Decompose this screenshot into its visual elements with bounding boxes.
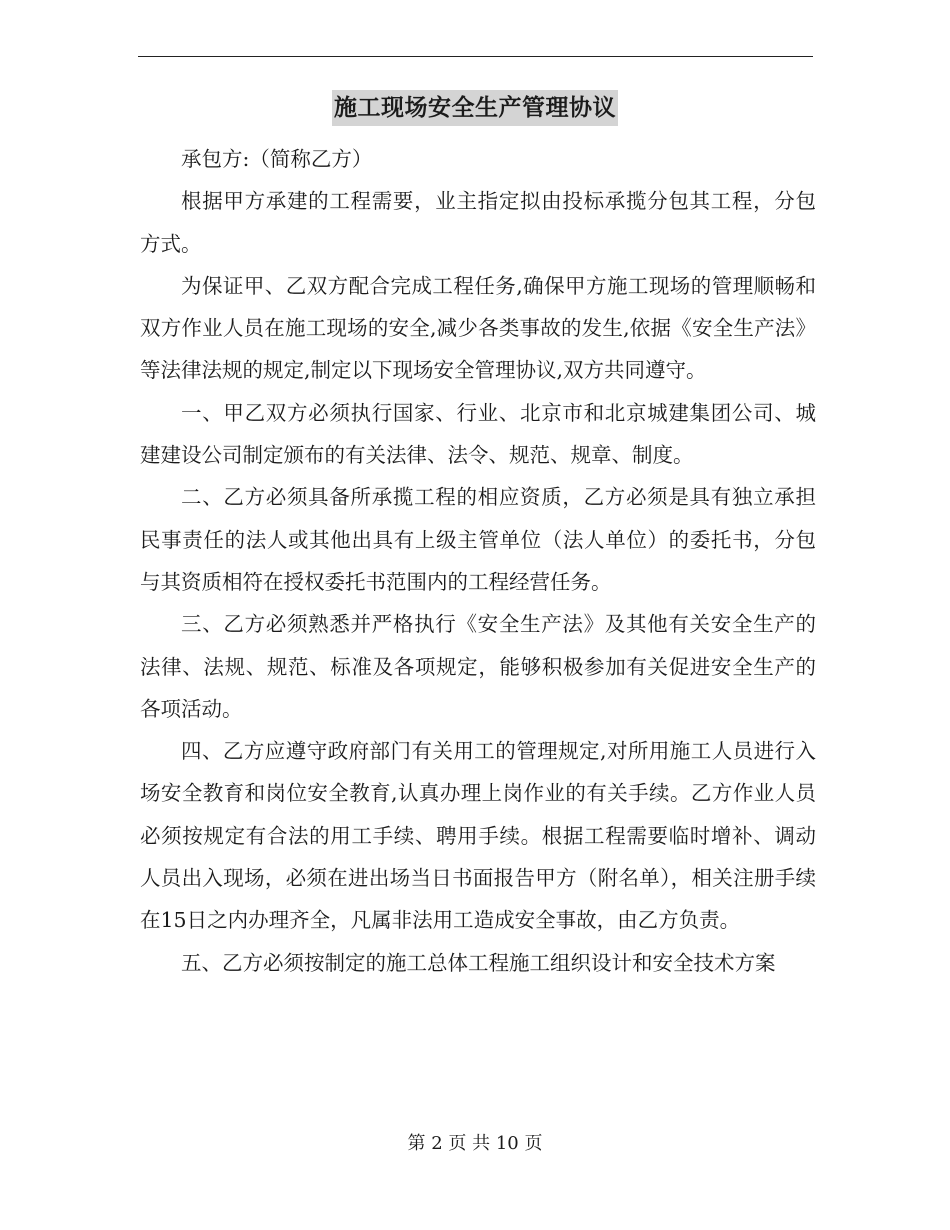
paragraph-clause-5: 五、乙方必须按制定的施工总体工程施工组织设计和安全技术方案	[181, 950, 776, 975]
document-body	[140, 138, 816, 984]
paragraph-basis: 根据甲方承建的工程需要，业主指定拟由投标承揽分包其工程，分包方式。	[140, 189, 816, 256]
paragraph-clause-3: 三、乙方必须熟悉并严格执行《安全生产法》及其他有关安全生产的法律、法规、规范、标准及各项规定，能够积极参加有关促进安全生产的各项活动。	[140, 612, 816, 721]
paragraph-contractor: 承包方:（简称乙方）	[181, 147, 373, 171]
title-container	[0, 90, 950, 126]
document-title: 施工现场安全生产管理协议	[332, 90, 618, 126]
paragraph-clause-2: 二、乙方必须具备所承揽工程的相应资质，乙方必须是具有独立承担民事责任的法人或其他出具有上级主管单位（法人单位）的委托书，分包与其资质相符在授权委托书范围内的工程经营任务。	[140, 485, 816, 594]
paragraph-purpose: 为保证甲、乙双方配合完成工程任务,确保甲方施工现场的管理顺畅和双方作业人员在施工现场的安全,减少各类事故的发生,依据《安全生产法》等法律法规的规定,制定以下现场安全管理协议,双方共同遵守。	[140, 273, 816, 383]
header-rule	[138, 56, 813, 57]
paragraph-clause-4: 四、乙方应遵守政府部门有关用工的管理规定,对所用施工人员进行入场安全教育和岗位安全教育,认真办理上岗作业的有关手续。乙方作业人员必须按规定有合法的用工手续、聘用手续。根据工程需要临时增补、调动人员出入现场，必须在进出场当日书面报告甲方（附名单），相关注册手续在15日之内办理齐全，凡属非法用工造成安全事故，由乙方负责。	[140, 739, 816, 933]
paragraph-clause-1: 一、甲乙双方必须执行国家、行业、北京市和北京城建集团公司、城建建设公司制定颁布的有关法律、法令、规范、规章、制度。	[140, 400, 816, 468]
page-footer: 第 2 页 共 10 页	[407, 1133, 543, 1154]
